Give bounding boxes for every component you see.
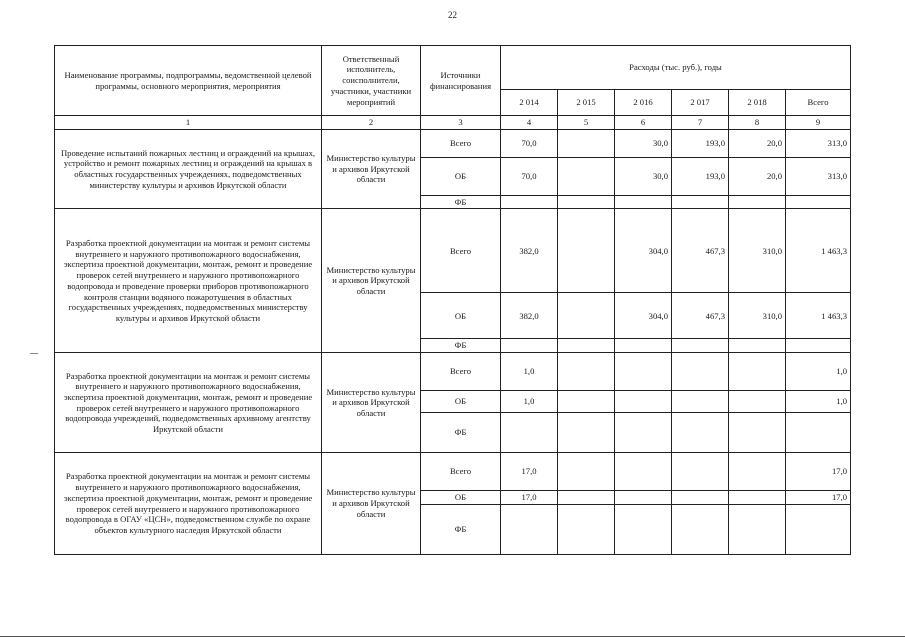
amount-cell — [501, 195, 558, 209]
header-name: Наименование программы, подпрограммы, ведомственной целевой программы, основного мероприятия, мероприятия — [55, 46, 322, 116]
amount-cell — [615, 391, 672, 413]
amount-cell — [558, 504, 615, 554]
amount-cell: 30,0 — [615, 157, 672, 195]
amount-cell — [672, 339, 729, 353]
amount-total — [786, 413, 851, 453]
amount-cell — [729, 413, 786, 453]
funding-source: ФБ — [421, 413, 501, 453]
page-number: 22 — [448, 10, 457, 20]
funding-source: ФБ — [421, 504, 501, 554]
table-row — [55, 353, 851, 391]
amount-cell — [558, 129, 615, 157]
amount-cell — [615, 453, 672, 491]
amount-cell — [729, 453, 786, 491]
amount-total: 17,0 — [786, 491, 851, 505]
executor: Министерство культуры и архивов Иркутской области — [322, 453, 421, 555]
amount-cell: 70,0 — [501, 157, 558, 195]
column-numbers-row — [55, 116, 851, 130]
funding-source: Всего — [421, 209, 501, 293]
amount-cell — [672, 453, 729, 491]
budget-table — [54, 45, 851, 555]
amount-cell — [672, 195, 729, 209]
funding-source: Всего — [421, 129, 501, 157]
amount-cell: 1,0 — [501, 353, 558, 391]
column-number: 7 — [672, 116, 729, 130]
amount-cell — [615, 413, 672, 453]
amount-total — [786, 339, 851, 353]
amount-cell — [501, 504, 558, 554]
amount-cell: 467,3 — [672, 209, 729, 293]
page-bottom-rule — [0, 636, 905, 637]
amount-cell — [615, 504, 672, 554]
amount-cell — [558, 391, 615, 413]
funding-source: ОБ — [421, 293, 501, 339]
amount-cell — [729, 491, 786, 505]
amount-cell: 310,0 — [729, 293, 786, 339]
column-number: 1 — [55, 116, 322, 130]
funding-source: ФБ — [421, 195, 501, 209]
column-number: 2 — [322, 116, 421, 130]
amount-cell — [615, 339, 672, 353]
activity-name: Проведение испытаний пожарных лестниц и ограждений на крышах, устройство и ремонт пожарных лестниц и ограждений на крышах в областных государственных учреждениях, подведомственных министерству культуры и архивов Иркутской области — [55, 129, 322, 209]
amount-cell — [729, 504, 786, 554]
funding-source: ОБ — [421, 391, 501, 413]
table-row — [55, 453, 851, 491]
amount-cell: 310,0 — [729, 209, 786, 293]
amount-cell: 304,0 — [615, 293, 672, 339]
column-number: 5 — [558, 116, 615, 130]
activity-name: Разработка проектной документации на монтаж и ремонт системы внутреннего и наружного противопожарного водоснабжения, экспертиза проектной документации, монтаж, ремонт и проведение проверок сетей внутреннего и наружного противопожарного водопровода учреждений, подведомственных архивному агентству Иркутской области — [55, 353, 322, 453]
amount-cell — [558, 453, 615, 491]
amount-cell: 304,0 — [615, 209, 672, 293]
amount-total: 313,0 — [786, 157, 851, 195]
amount-cell — [501, 413, 558, 453]
amount-cell — [729, 195, 786, 209]
amount-cell — [615, 195, 672, 209]
amount-cell — [729, 339, 786, 353]
amount-total — [786, 195, 851, 209]
amount-cell: 193,0 — [672, 157, 729, 195]
executor: Министерство культуры и архивов Иркутской области — [322, 353, 421, 453]
amount-cell: 30,0 — [615, 129, 672, 157]
amount-cell — [615, 353, 672, 391]
amount-cell — [615, 491, 672, 505]
activity-name: Разработка проектной документации на монтаж и ремонт системы внутреннего и наружного противопожарного водоснабжения, экспертиза проектной документации, монтаж, ремонт и проведение проверок сетей внутреннего и наружного противопожарного водопровода в ОГАУ «ЦСН», подведомственном службе по охране объектов культурного наследия Иркутской области — [55, 453, 322, 555]
amount-cell: 17,0 — [501, 453, 558, 491]
activity-name: Разработка проектной документации на монтаж и ремонт системы внутреннего и наружного противопожарного водоснабжения, экспертиза проектной документации, монтаж, ремонт и проведение проверок сетей внутреннего и наружного противопожарного водопровода и проведение проверки приборов противопожарного контроля станции водяного пожаротушения в областных государственных учреждениях, подведомственных министерству культуры и архивов Иркутской области — [55, 209, 322, 353]
amount-cell — [558, 413, 615, 453]
amount-total: 1,0 — [786, 391, 851, 413]
table-row — [55, 129, 851, 157]
amount-cell: 467,3 — [672, 293, 729, 339]
amount-cell — [672, 353, 729, 391]
column-number: 9 — [786, 116, 851, 130]
amount-cell — [729, 353, 786, 391]
amount-cell — [672, 504, 729, 554]
funding-source: ОБ — [421, 157, 501, 195]
amount-cell: 20,0 — [729, 157, 786, 195]
amount-cell: 1,0 — [501, 391, 558, 413]
funding-source: Всего — [421, 353, 501, 391]
amount-cell — [558, 293, 615, 339]
amount-cell — [501, 339, 558, 353]
amount-cell — [558, 157, 615, 195]
margin-mark — [30, 353, 38, 354]
header-expenses: Расходы (тыс. руб.), годы — [501, 46, 851, 90]
column-number: 6 — [615, 116, 672, 130]
amount-cell: 70,0 — [501, 129, 558, 157]
header-year-2014: 2 014 — [501, 90, 558, 116]
header-total: Всего — [786, 90, 851, 116]
amount-cell: 382,0 — [501, 209, 558, 293]
header-year-2017: 2 017 — [672, 90, 729, 116]
amount-cell — [672, 491, 729, 505]
funding-source: Всего — [421, 453, 501, 491]
amount-cell — [558, 195, 615, 209]
executor: Министерство культуры и архивов Иркутской области — [322, 209, 421, 353]
amount-cell — [558, 353, 615, 391]
funding-source: ФБ — [421, 339, 501, 353]
amount-cell: 382,0 — [501, 293, 558, 339]
amount-total: 1,0 — [786, 353, 851, 391]
executor: Министерство культуры и архивов Иркутской области — [322, 129, 421, 209]
amount-total — [786, 504, 851, 554]
amount-cell — [729, 391, 786, 413]
amount-cell — [558, 339, 615, 353]
funding-source: ОБ — [421, 491, 501, 505]
column-number: 8 — [729, 116, 786, 130]
amount-cell — [672, 391, 729, 413]
header-year-2018: 2 018 — [729, 90, 786, 116]
header-sources: Источники финансирования — [421, 46, 501, 116]
amount-cell — [558, 491, 615, 505]
amount-cell — [672, 413, 729, 453]
header-year-2016: 2 016 — [615, 90, 672, 116]
amount-total: 313,0 — [786, 129, 851, 157]
amount-cell — [558, 209, 615, 293]
amount-total: 1 463,3 — [786, 209, 851, 293]
header-year-2015: 2 015 — [558, 90, 615, 116]
amount-total: 1 463,3 — [786, 293, 851, 339]
column-number: 4 — [501, 116, 558, 130]
header-executor: Ответственный исполнитель, соисполнители, участники, участники мероприятий — [322, 46, 421, 116]
table-row — [55, 209, 851, 293]
amount-cell: 17,0 — [501, 491, 558, 505]
amount-total: 17,0 — [786, 453, 851, 491]
column-number: 3 — [421, 116, 501, 130]
amount-cell: 193,0 — [672, 129, 729, 157]
amount-cell: 20,0 — [729, 129, 786, 157]
